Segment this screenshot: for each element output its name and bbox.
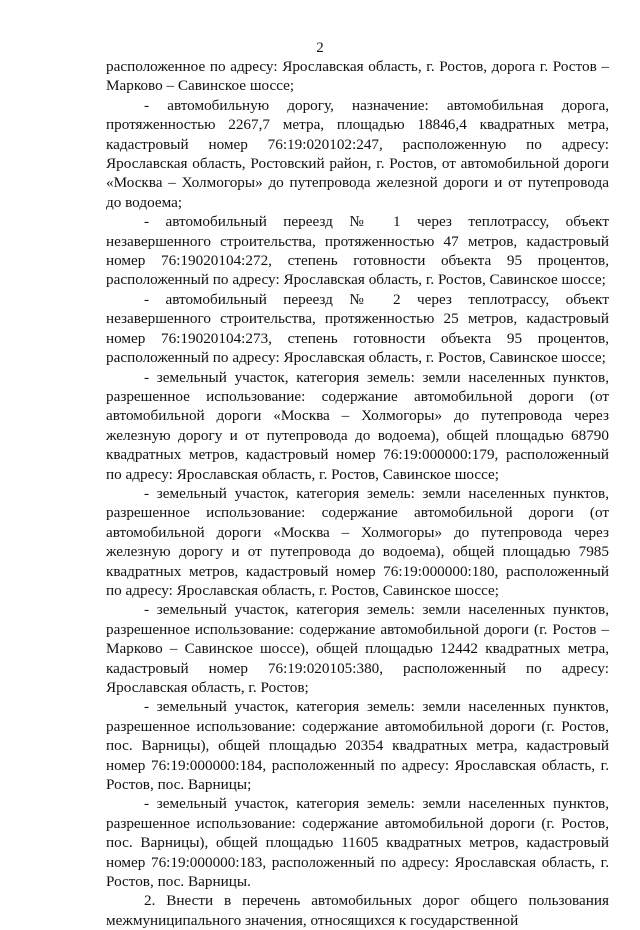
paragraph-point-2: 2. Внести в перечень автомобильных дорог общего пользования межмуниципального значения, относящихся к государственной bbox=[106, 892, 609, 929]
paragraph-continuation: расположенное по адресу: Ярославская область, г. Ростов, дорога г. Ростов – Марково – Савинское шоссе; bbox=[106, 58, 609, 95]
page-number: 2 bbox=[316, 40, 324, 56]
document-body bbox=[106, 57, 609, 930]
list-item-crossing-1: - автомобильный переезд № 1 через теплотрассу, объект незавершенного строительства, протяженностью 47 метров, кадастровый номер 76:19020104:272, степень готовности объекта 95 процентов, расположенный по адресу: Ярославская область, г. Ростов, Савинское шоссе; bbox=[106, 213, 609, 289]
list-item-land-plot-179: - земельный участок, категория земель: земли населенных пунктов, разрешенное использование: содержание автомобильной дороги (от автомобильной дороги «Москва – Холмогоры» до путепровода через железную дорогу и от путепровода до водоема), общей площадью 68790 квадратных метров, кадастровый номер 76:19:000000:179, расположенный по адресу: Ярославская область, г. Ростов, Савинское шоссе; bbox=[106, 368, 609, 483]
list-item-crossing-2: - автомобильный переезд № 2 через теплотрассу, объект незавершенного строительства, протяженностью 25 метров, кадастровый номер 76:19020104:273, степень готовности объекта 95 процентов, расположенный по адресу: Ярославская область, г. Ростов, Савинское шоссе; bbox=[106, 290, 609, 367]
list-item-land-plot-180: - земельный участок, категория земель: земли населенных пунктов, разрешенное использование: содержание автомобильной дороги (от автомобильной дороги «Москва – Холмогоры» до путепровода через железную дорогу и от путепровода до водоема), общей площадью 7985 квадратных метров, кадастровый номер 76:19:000000:180, расположенный по адресу: Ярославская область, г. Ростов, Савинское шоссе; bbox=[106, 484, 609, 599]
list-item-land-plot-183: - земельный участок, категория земель: земли населенных пунктов, разрешенное использование: содержание автомобильной дороги (г. Ростов, пос. Варницы), общей площадью 11605 квадратных метров, кадастровый номер 76:19:000000:183, расположенный по адресу: Ярославская область, г. Ростов, пос. Варницы. bbox=[106, 795, 609, 891]
list-item-land-plot-380: - земельный участок, категория земель: земли населенных пунктов, разрешенное использование: содержание автомобильной дороги (г. Ростов – Марково – Савинское шоссе), общей площадью 12442 квадратных метра, кадастровый номер 76:19:020105:380, расположенный по адресу: Ярославская область, г. Ростов; bbox=[106, 601, 609, 696]
list-item-land-plot-184: - земельный участок, категория земель: земли населенных пунктов, разрешенное использование: содержание автомобильной дороги (г. Ростов, пос. Варницы), общей площадью 20354 квадратных метра, кадастровый номер 76:19:000000:184, расположенный по адресу: Ярославская область, г. Ростов, пос. Варницы; bbox=[106, 698, 609, 794]
list-item-road: - автомобильную дорогу, назначение: автомобильная дорога, протяженностью 2267,7 метра, площадью 18846,4 квадратных метра, кадастровый номер 76:19:020102:247, расположенную по адресу: Ярославская область, Ростовский район, г. Ростов, от автомобильной дороги «Москва – Холмогоры» до путепровода железной дороги и от путепровода до водоема; bbox=[106, 96, 609, 211]
